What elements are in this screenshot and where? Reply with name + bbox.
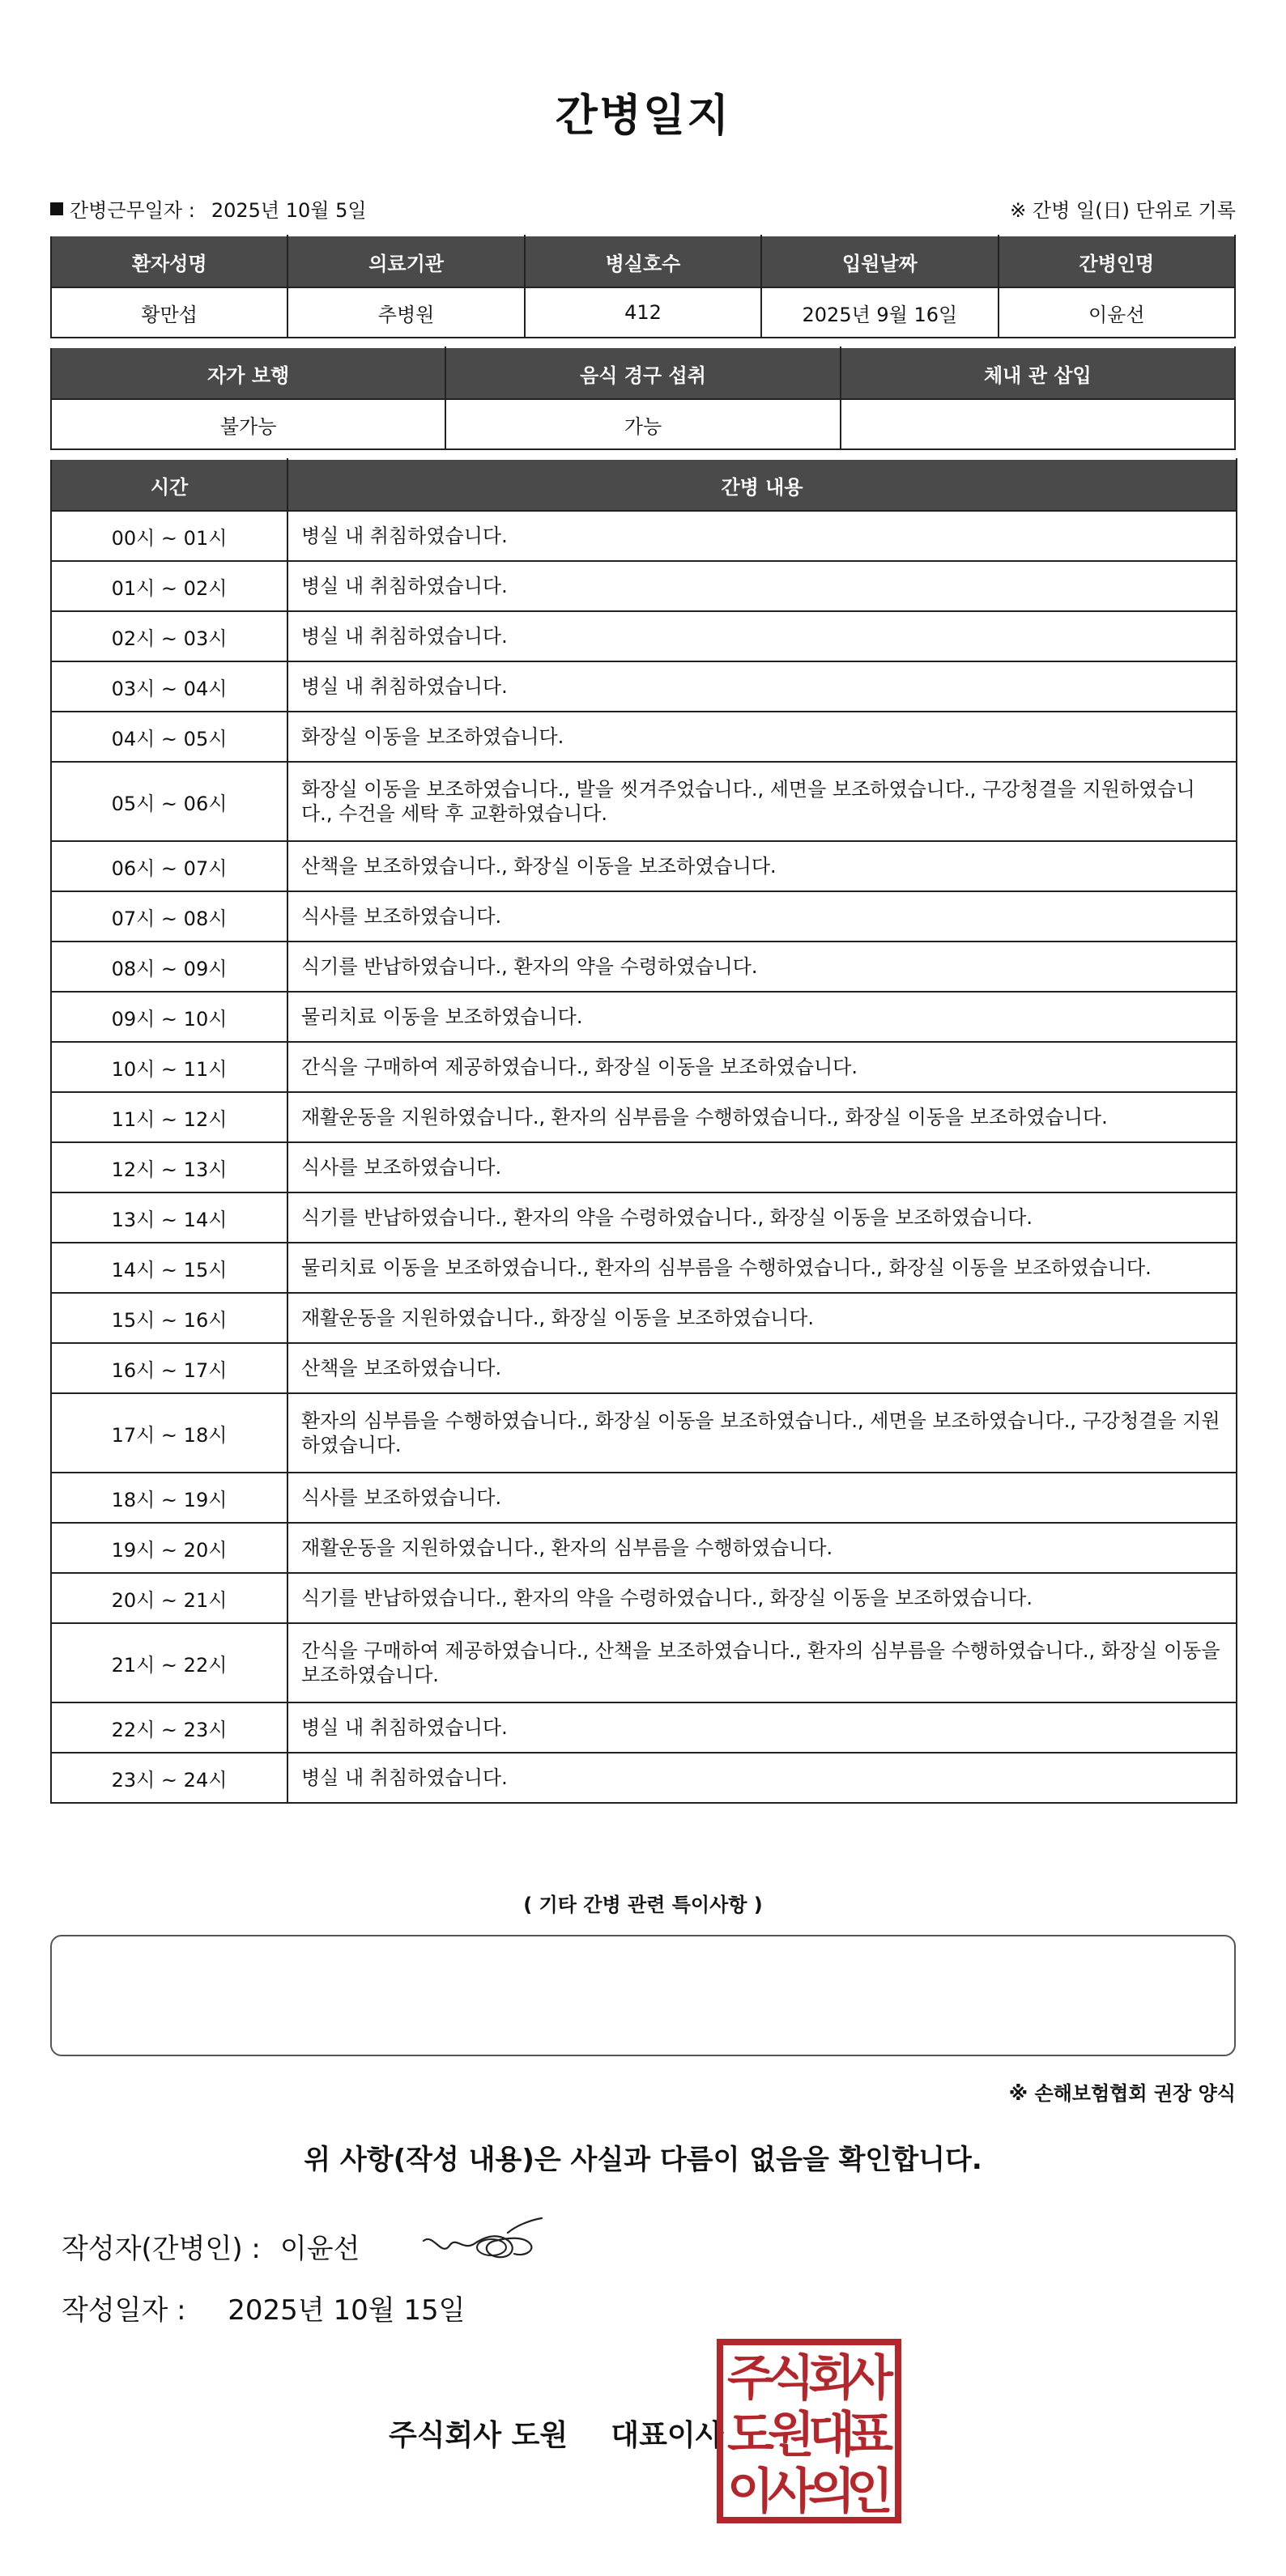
patient-status-table [50,346,1236,450]
content-cell: 간식을 구매하여 제공하였습니다., 화장실 이동을 보조하였습니다. [287,1042,1237,1092]
written-date-value: 2025년 10월 15일 [228,2294,466,2327]
table-row [51,1343,1237,1393]
company-name: 주식회사 도원 [389,2419,568,2452]
table-row [51,1243,1237,1293]
content-cell: 간식을 구매하여 제공하였습니다., 산책을 보조하였습니다., 환자의 심부름을 수행하였습니다., 화장실 이동을 보조하였습니다. [287,1623,1237,1702]
written-date-label: 작성일자 : [62,2294,186,2327]
time-cell: 06시 ~ 07시 [51,841,287,891]
admission-date: 2025년 9월 16일 [761,287,998,338]
svg-text:사: 사 [846,2350,893,2407]
table-row [51,1473,1237,1523]
table-row [51,1092,1237,1142]
time-cell: 13시 ~ 14시 [51,1192,287,1243]
content-cell: 식기를 반납하였습니다., 환자의 약을 수령하였습니다., 화장실 이동을 보조하였습니다. [287,1573,1237,1623]
care-log-table [50,458,1237,1804]
content-cell: 재활운동을 지원하였습니다., 화장실 이동을 보조하였습니다. [287,1293,1237,1343]
content-cell: 식기를 반납하였습니다., 환자의 약을 수령하였습니다. [287,942,1237,992]
table-row [51,1293,1237,1343]
content-cell: 병실 내 취침하였습니다. [287,511,1237,561]
content-cell: 식사를 보조하였습니다. [287,1142,1237,1192]
header-self-walking: 자가 보행 [51,347,445,399]
time-cell: 14시 ~ 15시 [51,1243,287,1293]
header-patient-name: 환자성명 [51,236,287,287]
written-date-line [62,2288,465,2327]
table-header-row [51,347,1235,399]
table-row [51,992,1237,1042]
meta-row [50,194,1236,222]
time-cell: 16시 ~ 17시 [51,1343,287,1393]
patient-name: 황만섭 [51,287,287,338]
content-cell: 화장실 이동을 보조하였습니다., 발을 씻겨주었습니다., 세면을 보조하였습니다., 구강청결을 지원하였습니다., 수건을 세탁 후 교환하였습니다. [287,762,1237,841]
svg-text:주: 주 [727,2350,774,2407]
time-cell: 05시 ~ 06시 [51,762,287,841]
time-cell: 07시 ~ 08시 [51,891,287,942]
content-cell: 병실 내 취침하였습니다. [287,1702,1237,1753]
table-row [51,942,1237,992]
time-cell: 04시 ~ 05시 [51,712,287,762]
table-row [51,841,1237,891]
table-row [51,1753,1237,1803]
content-cell: 산책을 보조하였습니다., 화장실 이동을 보조하였습니다. [287,841,1237,891]
table-header-row [51,459,1237,511]
company-seal [716,2338,902,2524]
company-line [389,2412,723,2454]
hospital: 추병원 [287,287,524,338]
content-cell: 물리치료 이동을 보조하였습니다., 환자의 심부름을 수행하였습니다., 화장실 이동을 보조하였습니다. [287,1243,1237,1293]
time-cell: 19시 ~ 20시 [51,1523,287,1573]
time-cell: 11시 ~ 12시 [51,1092,287,1142]
content-cell: 산책을 보조하였습니다. [287,1343,1237,1393]
content-cell: 병실 내 취침하였습니다. [287,1753,1237,1803]
table-row [51,1192,1237,1243]
header-caregiver-name: 간병인명 [999,236,1235,287]
svg-text:회: 회 [808,2350,855,2407]
time-cell: 00시 ~ 01시 [51,511,287,561]
time-cell: 21시 ~ 22시 [51,1623,287,1702]
svg-text:도: 도 [727,2407,774,2463]
writer-label: 작성자(간병인) : [62,2233,261,2265]
patient-info-table [50,235,1236,338]
work-date-label: 간병근무일자 : [70,199,195,222]
remarks-heading: ( 기타 간병 관련 특이사항 ) [523,1894,763,1916]
writer-name: 이윤선 [279,2233,360,2265]
work-date-value: 2025년 10월 5일 [211,199,367,222]
representative-title: 대표이사 [611,2419,724,2452]
content-cell: 재활운동을 지원하였습니다., 환자의 심부름을 수행하였습니다. [287,1523,1237,1573]
content-cell: 화장실 이동을 보조하였습니다. [287,712,1237,762]
header-hospital: 의료기관 [287,236,524,287]
table-row [51,1623,1237,1702]
table-row [51,1702,1237,1753]
bullet-square-icon [50,202,63,215]
time-cell: 23시 ~ 24시 [51,1753,287,1803]
svg-text:원: 원 [768,2407,815,2463]
content-cell: 병실 내 취침하였습니다. [287,561,1237,611]
self-walking-value: 불가능 [51,399,445,449]
table-row [51,399,1235,449]
content-cell: 재활운동을 지원하였습니다., 환자의 심부름을 수행하였습니다., 화장실 이동을 보조하였습니다. [287,1092,1237,1142]
time-cell: 02시 ~ 03시 [51,611,287,661]
header-room-number: 병실호수 [525,236,761,287]
content-cell: 식사를 보조하였습니다. [287,891,1237,942]
table-row [51,287,1235,338]
svg-text:의: 의 [808,2463,855,2520]
table-row [51,762,1237,841]
room-number: 412 [525,287,761,338]
time-cell: 17시 ~ 18시 [51,1393,287,1473]
header-oral-intake: 음식 경구 섭취 [445,347,840,399]
table-row [51,611,1237,661]
time-cell: 20시 ~ 21시 [51,1573,287,1623]
oral-intake-value: 가능 [445,399,840,449]
content-cell: 병실 내 취침하였습니다. [287,661,1237,712]
content-cell: 물리치료 이동을 보조하였습니다. [287,992,1237,1042]
table-header-row [51,236,1235,287]
time-cell: 15시 ~ 16시 [51,1293,287,1343]
content-cell: 환자의 심부름을 수행하였습니다., 화장실 이동을 보조하였습니다., 세면을 보조하였습니다., 구강청결을 지원하였습니다. [287,1393,1237,1473]
confirmation-statement: 위 사항(작성 내용)은 사실과 다름이 없음을 확인합니다. [304,2144,982,2176]
work-date [50,194,367,223]
header-care-content: 간병 내용 [287,459,1237,511]
form-note: ※ 손해보험협회 권장 양식 [1008,2082,1236,2105]
table-row [51,1042,1237,1092]
table-row [51,1393,1237,1473]
table-row [51,561,1237,611]
unit-note: ※ 간병 일(日) 단위로 기록 [1010,199,1236,222]
writer-line [62,2226,360,2266]
svg-text:이: 이 [727,2463,774,2520]
content-cell: 식사를 보조하였습니다. [287,1473,1237,1523]
table-row [51,511,1237,561]
svg-text:대: 대 [808,2407,855,2463]
table-row [51,1523,1237,1573]
time-cell: 01시 ~ 02시 [51,561,287,611]
time-cell: 22시 ~ 23시 [51,1702,287,1753]
table-row [51,1142,1237,1192]
svg-text:표: 표 [846,2407,893,2463]
handwritten-signature [417,2208,547,2273]
content-cell: 병실 내 취침하였습니다. [287,611,1237,661]
header-admission-date: 입원날짜 [761,236,998,287]
time-cell: 18시 ~ 19시 [51,1473,287,1523]
table-row [51,661,1237,712]
svg-text:사: 사 [768,2463,815,2520]
tube-insertion-value [841,399,1235,449]
svg-text:식: 식 [768,2350,815,2407]
table-row [51,891,1237,942]
table-row [51,712,1237,762]
time-cell: 08시 ~ 09시 [51,942,287,992]
svg-text:인: 인 [846,2463,893,2520]
caregiver-name: 이윤선 [999,287,1235,338]
time-cell: 12시 ~ 13시 [51,1142,287,1192]
time-cell: 09시 ~ 10시 [51,992,287,1042]
remarks-box [50,1935,1236,2056]
header-tube-insertion: 체내 관 삽입 [841,347,1235,399]
time-cell: 10시 ~ 11시 [51,1042,287,1092]
content-cell: 식기를 반납하였습니다., 환자의 약을 수령하였습니다., 화장실 이동을 보조하였습니다. [287,1192,1237,1243]
header-time: 시간 [51,459,287,511]
time-cell: 03시 ~ 04시 [51,661,287,712]
document-title: 간병일지 [555,90,731,141]
table-row [51,1573,1237,1623]
